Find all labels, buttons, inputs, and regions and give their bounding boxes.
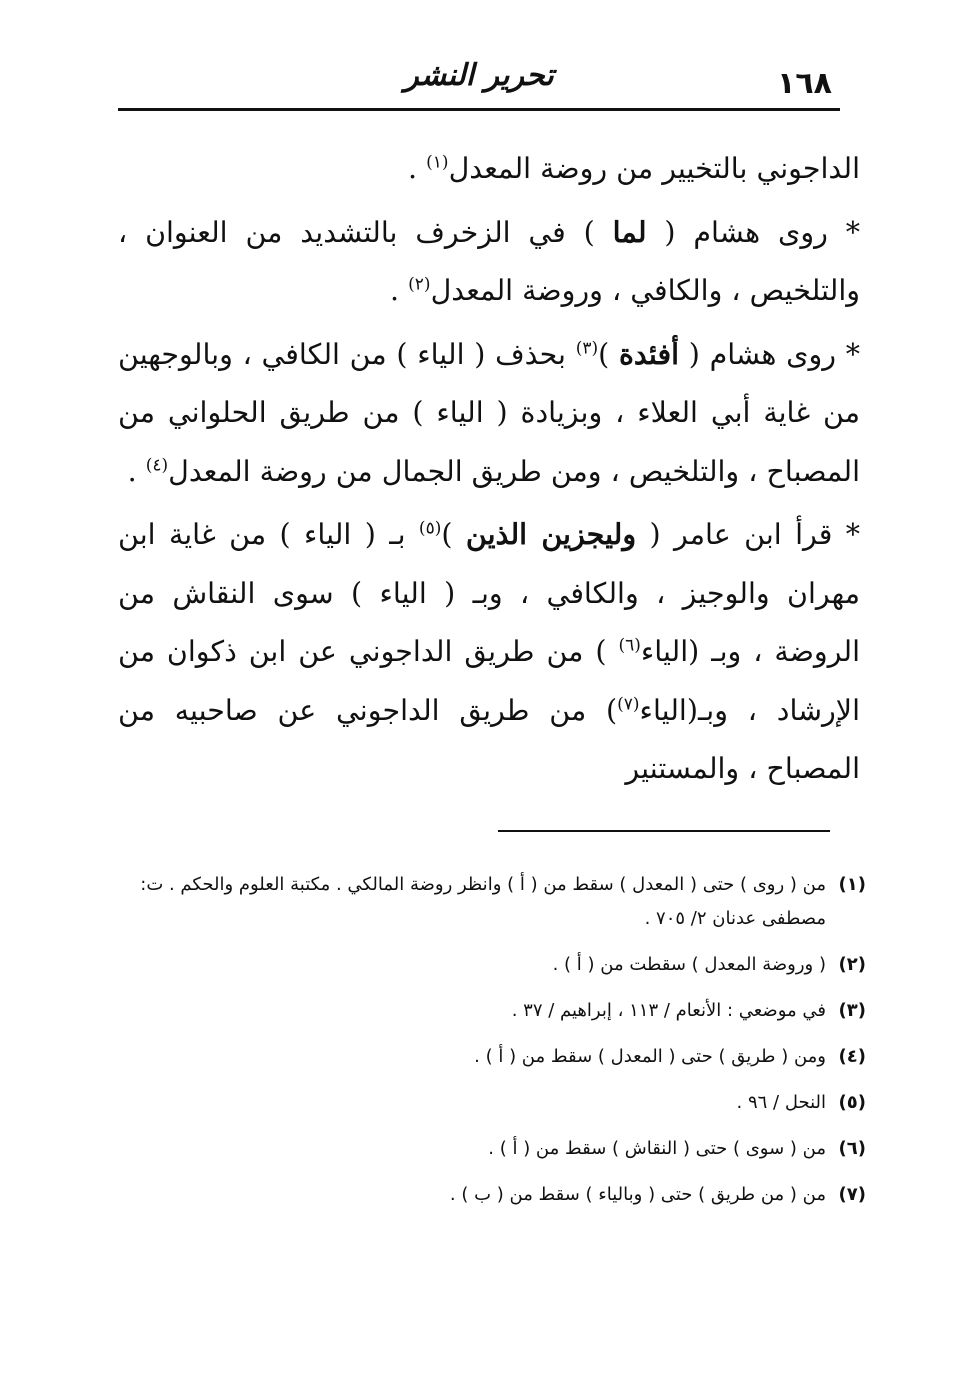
footnote-4 — [108, 1040, 866, 1074]
footnote-number: (٣) — [838, 1000, 866, 1021]
footnote-separator — [498, 830, 830, 832]
p4-pre: * قرأ ابن عامر ( — [636, 518, 860, 551]
p3-post: بحذف ( الياء ) من الكافي ، وبالوجهين من غاية أبي العلاء ، وبزيادة ( الياء ) من طريق الحلواني من المصباح ، والتلخيص ، ومن طريق الجمال من روضة المعدل — [118, 337, 860, 488]
footnotes — [108, 868, 866, 1224]
p4-post2: ) من طريق الداجوني عن ابن ذكوان من الإرشاد ، وبـ(الياء — [118, 635, 860, 727]
footnote-ref-2: (٢) — [408, 274, 431, 295]
page-header — [118, 58, 840, 111]
paragraph-1 — [118, 140, 860, 199]
footnote-text: ومن ( طريق ) حتى ( المعدل ) سقط من ( أ ) . — [474, 1046, 826, 1067]
footnote-text: ( وروضة المعدل ) سقطت من ( أ ) . — [552, 954, 826, 975]
footnote-ref-7: (٧) — [617, 694, 640, 714]
footnote-number: (٥) — [838, 1092, 866, 1113]
footnote-number: (٦) — [838, 1138, 866, 1159]
footnote-7 — [108, 1178, 866, 1212]
footnote-ref-1: (١) — [426, 152, 449, 173]
p3-end: . — [127, 454, 146, 488]
footnote-2 — [108, 948, 866, 982]
p2-end: . — [390, 274, 409, 307]
p4-mid: ) — [441, 518, 466, 551]
p2-pre: * روى هشام ( — [646, 215, 860, 249]
p4-bold-word: وليجزين الذين — [465, 517, 637, 551]
p1-text: الداجوني بالتخيير من روضة المعدل — [448, 152, 860, 185]
p4-post3: ) من طريق الداجوني عن صاحبيه من المصباح ، والمستنير — [118, 693, 860, 785]
p2-bold-word: لما — [612, 214, 647, 249]
footnote-1 — [108, 868, 866, 936]
footnote-text: النحل / ٩٦ . — [736, 1092, 826, 1113]
footnote-number: (٢) — [838, 954, 866, 975]
page-number: ١٦٨ — [777, 66, 832, 101]
p2-post: ) في الزخرف بالتشديد من العنوان ، والتلخيص ، والكافي ، وروضة المعدل — [118, 215, 860, 307]
footnote-text: في موضعي : الأنعام / ١١٣ ، إبراهيم / ٣٧ . — [511, 1000, 826, 1021]
footnote-5 — [108, 1086, 866, 1120]
p3-bold-word: أفئدة — [619, 336, 680, 371]
footnote-6 — [108, 1132, 866, 1166]
footnote-text: من ( روى ) حتى ( المعدل ) سقط من ( أ ) وانظر روضة المالكي . مكتبة العلوم والحكم . ت: مصطفى عدنان ٢/ ٧٠٥ . — [140, 874, 826, 929]
p4-post1: بـ ( الياء ) من غاية ابن مهران والوجيز ، والكافي ، وبـ ( الياء ) سوى النقاش من الروضة ، وبـ (الياء — [118, 518, 860, 668]
paragraph-4 — [118, 505, 860, 799]
footnote-ref-3: (٣) — [575, 338, 599, 358]
footnote-number: (٤) — [838, 1046, 866, 1067]
p3-mid: ) — [598, 337, 619, 371]
footnote-3 — [108, 994, 866, 1028]
main-text — [118, 140, 860, 803]
running-title: تحرير النشر — [404, 58, 554, 93]
footnote-ref-6: (٦) — [618, 635, 641, 656]
p3-pre: * روى هشام ( — [679, 337, 860, 371]
footnote-text: من ( سوى ) حتى ( النقاش ) سقط من ( أ ) . — [488, 1138, 826, 1159]
p1-end: . — [408, 152, 427, 185]
paragraph-2 — [118, 203, 860, 321]
footnote-number: (١) — [838, 874, 866, 895]
paragraph-3 — [118, 325, 860, 502]
footnote-ref-4: (٤) — [145, 455, 169, 475]
footnote-text: من ( من طريق ) حتى ( وبالياء ) سقط من ( ب ) . — [449, 1184, 826, 1205]
footnote-ref-5: (٥) — [418, 518, 442, 539]
footnote-number: (٧) — [838, 1184, 866, 1205]
